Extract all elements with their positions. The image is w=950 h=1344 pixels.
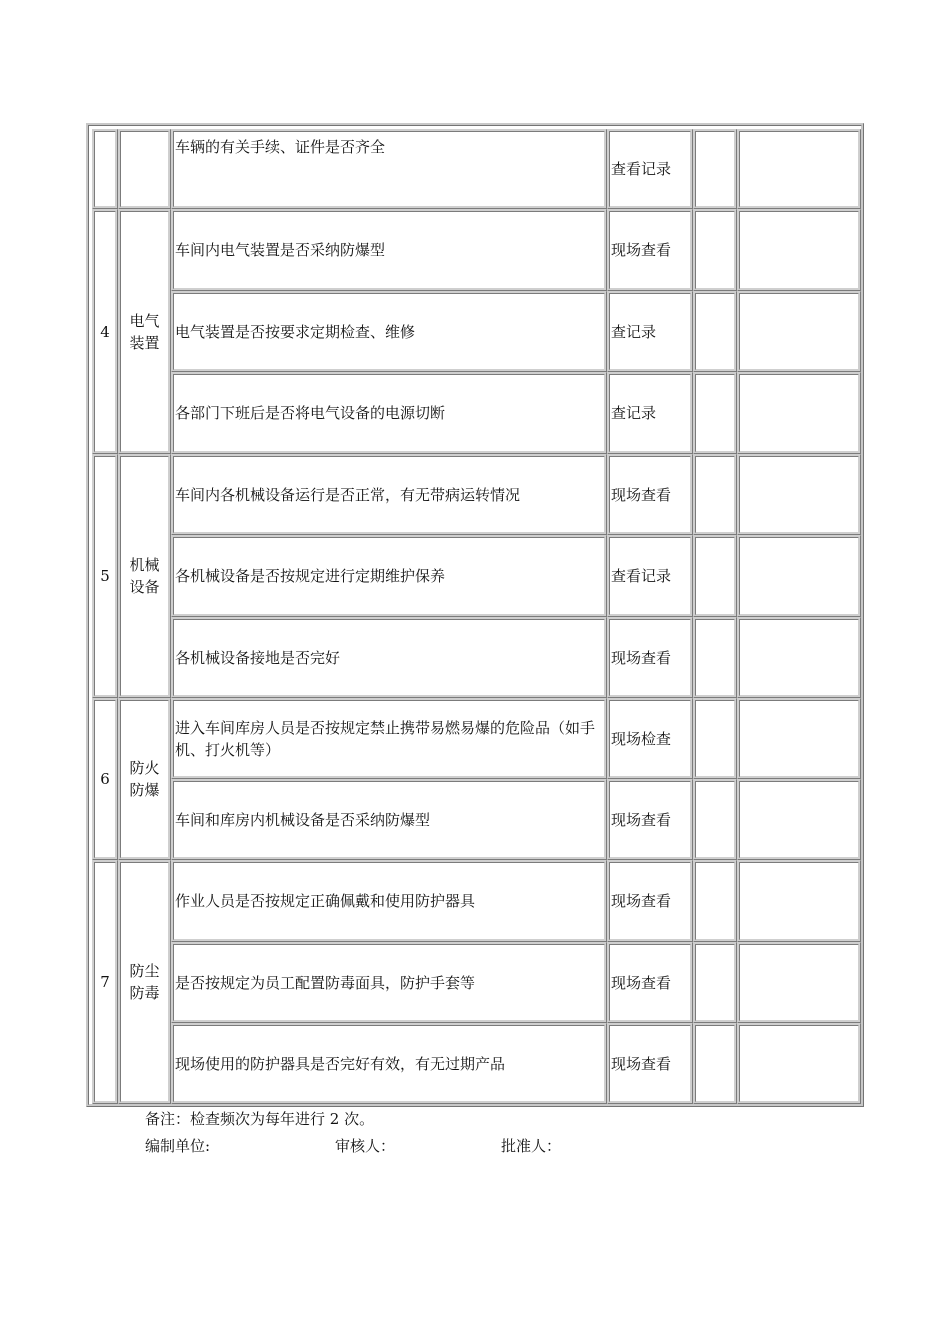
check-method: 查看记录 [607,535,693,617]
check-method: 查记录 [607,291,693,372]
footer-unit-label: 编制单位: [145,1137,211,1155]
remark-cell [737,698,861,779]
result-cell [693,209,737,291]
remark-cell [737,291,861,372]
category-cell: 防尘防毒 [118,860,171,1104]
remark-cell [737,535,861,617]
remark-cell [737,1023,861,1104]
remark-cell [737,860,861,942]
remark-cell [737,129,861,209]
remark-cell [737,209,861,291]
remark-cell [737,454,861,535]
check-method: 查记录 [607,372,693,454]
result-cell [693,1023,737,1104]
inspection-table [86,123,864,1107]
result-cell [693,291,737,372]
footer-approver-label: 批准人： [501,1137,562,1155]
check-method: 现场检查 [607,698,693,779]
check-item: 车辆的有关手续、证件是否齐全 [171,129,607,209]
result-cell [693,129,737,209]
check-item: 车间内各机械设备运行是否正常，有无带病运转情况 [171,454,607,535]
category-cell: 机械设备 [118,454,171,698]
row-number: 6 [92,698,118,860]
check-item: 作业人员是否按规定正确佩戴和使用防护器具 [171,860,607,942]
row-number: 5 [92,454,118,698]
check-method: 现场查看 [607,1023,693,1104]
remark-cell [737,617,861,698]
footer-note: 备注：检查频次为每年进行 2 次。 [145,1110,375,1128]
check-item: 车间内电气装置是否采纳防爆型 [171,209,607,291]
check-method: 现场查看 [607,942,693,1023]
result-cell [693,779,737,860]
remark-cell [737,942,861,1023]
check-item: 车间和库房内机械设备是否采纳防爆型 [171,779,607,860]
category-cell: 电气装置 [118,209,171,454]
category-cell: 防火防爆 [118,698,171,860]
footer-reviewer-label: 审核人： [335,1137,396,1155]
check-method: 现场查看 [607,860,693,942]
check-method: 查看记录 [607,129,693,209]
result-cell [693,372,737,454]
check-item: 各机械设备是否按规定进行定期维护保养 [171,535,607,617]
category-cell [118,129,171,209]
result-cell [693,942,737,1023]
check-item: 各部门下班后是否将电气设备的电源切断 [171,372,607,454]
check-method: 现场查看 [607,209,693,291]
check-item: 各机械设备接地是否完好 [171,617,607,698]
check-item: 进入车间库房人员是否按规定禁止携带易燃易爆的危险品（如手机、打火机等） [171,698,607,779]
result-cell [693,454,737,535]
row-number: 7 [92,860,118,1104]
result-cell [693,617,737,698]
row-number [92,129,118,209]
check-item: 是否按规定为员工配置防毒面具，防护手套等 [171,942,607,1023]
remark-cell [737,372,861,454]
remark-cell [737,779,861,860]
result-cell [693,698,737,779]
result-cell [693,860,737,942]
result-cell [693,535,737,617]
check-method: 现场查看 [607,617,693,698]
check-method: 现场查看 [607,454,693,535]
check-item: 电气装置是否按要求定期检查、维修 [171,291,607,372]
check-item: 现场使用的防护器具是否完好有效，有无过期产品 [171,1023,607,1104]
row-number: 4 [92,209,118,454]
check-method: 现场查看 [607,779,693,860]
